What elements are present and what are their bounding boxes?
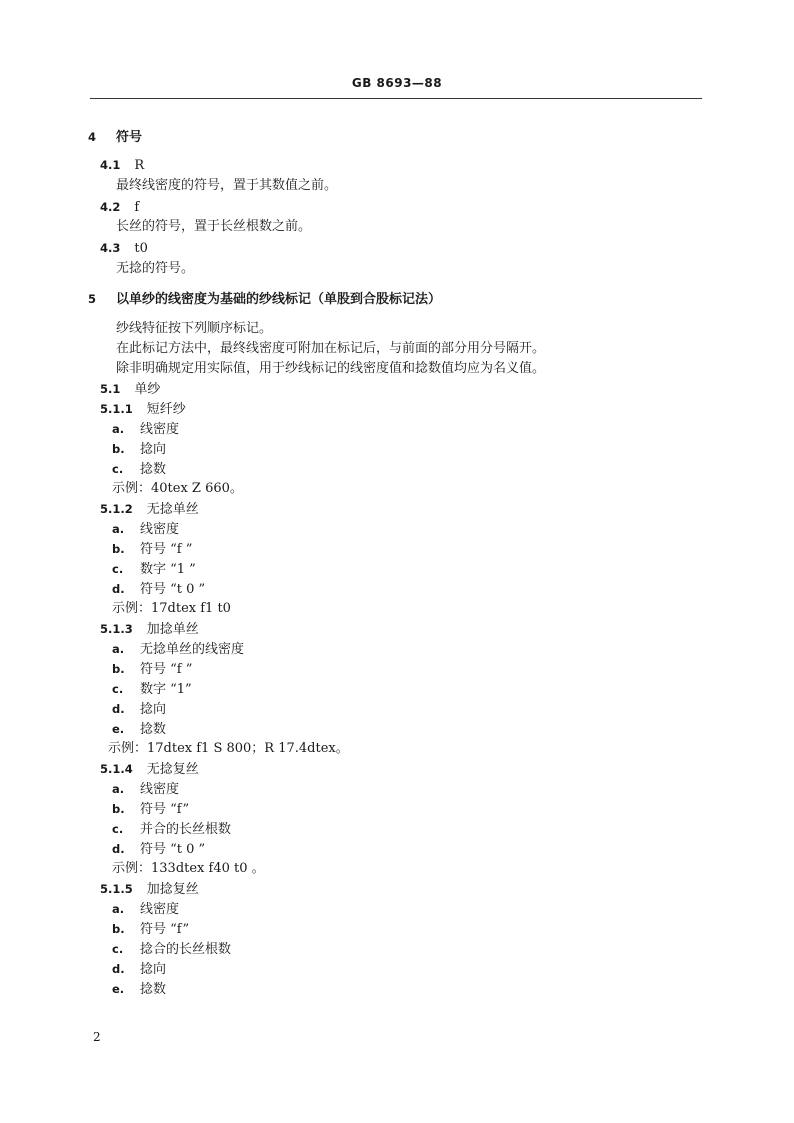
example: 示例：40tex Z 660。 [112, 481, 243, 496]
clause-title: 无捻单丝 [146, 502, 199, 517]
clause-title: 短纤纱 [146, 402, 186, 417]
section-number: 5 [88, 292, 97, 306]
paragraph: 在此标记方法中，最终线密度可附加在标记后，与前面的部分用分号隔开。 [116, 341, 546, 356]
symbol: t0 [134, 241, 148, 256]
section-5-heading [88, 290, 441, 309]
clause-4-1-desc: 最终线密度的符号，置于其数值之前。 [116, 178, 338, 193]
list-item: a. 线密度 [112, 782, 180, 797]
clause-5-1-4 [100, 760, 199, 779]
section-title: 符号 [116, 130, 143, 145]
clause-title: 单纱 [134, 382, 161, 397]
example: 示例：17dtex f1 S 800；R 17.4dtex。 [108, 741, 349, 756]
clause-4-2 [100, 198, 139, 217]
clause-title: 加捻复丝 [146, 882, 199, 897]
clause-4-3-desc: 无捻的符号。 [116, 261, 195, 276]
clause-title: 加捻单丝 [146, 622, 199, 637]
list-item: b. 捻向 [112, 442, 167, 457]
clause-title: 无捻复丝 [146, 762, 199, 777]
list-item: a. 线密度 [112, 422, 180, 437]
clause-5-1-5 [100, 880, 199, 899]
list-item: a. 线密度 [112, 902, 180, 917]
section-title: 以单纱的线密度为基础的纱线标记（单股到合股标记法） [116, 292, 442, 307]
clause-5-1-1 [100, 400, 186, 419]
paragraph: 除非明确规定用实际值，用于纱线标记的线密度值和捻数值均应为名义值。 [116, 361, 546, 376]
list-item: d. 符号 “t 0 ” [112, 842, 206, 857]
clause-5-1-3 [100, 620, 199, 639]
paragraph: 纱线特征按下列顺序标记。 [116, 321, 273, 336]
section-4-heading [88, 128, 142, 147]
list-item: c. 捻数 [112, 462, 167, 477]
list-item: e. 捻数 [112, 722, 167, 737]
list-item: d. 符号 “t 0 ” [112, 582, 206, 597]
page-number: 2 [93, 1030, 101, 1044]
list-item: d. 捻向 [112, 702, 167, 717]
clause-number: 5.1.2 [100, 502, 133, 516]
document-code-header: GB 8693—88 [351, 76, 443, 90]
clause-number: 4.3 [100, 241, 121, 255]
list-item: b. 符号 “f ” [112, 662, 193, 677]
clause-number: 5.1.3 [100, 622, 133, 636]
clause-number: 4.1 [100, 158, 121, 172]
list-item: b. 符号 “f ” [112, 542, 193, 557]
example: 示例：17dtex f1 t0 [112, 601, 231, 616]
symbol: R [134, 158, 145, 173]
clause-5-1-2 [100, 500, 199, 519]
clause-number: 5.1.1 [100, 402, 133, 416]
list-item: c. 并合的长丝根数 [112, 822, 232, 837]
clause-number: 5.1.4 [100, 762, 133, 776]
clause-5-1 [100, 380, 160, 399]
list-item: c. 数字 “1” [112, 682, 192, 697]
list-item: e. 捻数 [112, 982, 167, 997]
section-number: 4 [88, 130, 97, 144]
list-item: c. 数字 “1 ” [112, 562, 196, 577]
list-item: b. 符号 “f” [112, 802, 190, 817]
symbol: f [134, 200, 140, 215]
list-item: a. 无捻单丝的线密度 [112, 642, 245, 657]
clause-number: 5.1 [100, 382, 121, 396]
clause-4-3 [100, 239, 148, 258]
clause-number: 4.2 [100, 200, 121, 214]
header-rule [90, 98, 702, 99]
list-item: a. 线密度 [112, 522, 180, 537]
list-item: c. 捻合的长丝根数 [112, 942, 232, 957]
clause-number: 5.1.5 [100, 882, 133, 896]
list-item: b. 符号 “f” [112, 922, 190, 937]
example: 示例：133dtex f40 t0 。 [112, 861, 265, 876]
list-item: d. 捻向 [112, 962, 167, 977]
clause-4-2-desc: 长丝的符号，置于长丝根数之前。 [116, 219, 312, 234]
clause-4-1 [100, 156, 144, 175]
